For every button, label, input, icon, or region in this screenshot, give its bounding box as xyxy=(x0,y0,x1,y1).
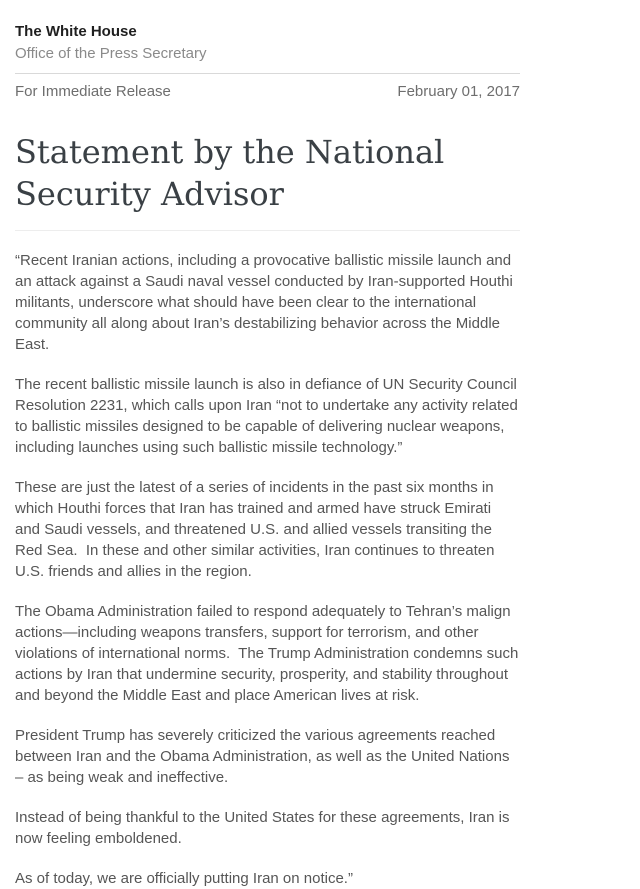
press-release-content xyxy=(15,0,523,889)
release-date: February 01, 2017 xyxy=(397,83,520,100)
release-label: For Immediate Release xyxy=(15,83,171,100)
statement-paragraph: “Recent Iranian actions, including a provocative ballistic missile launch and an attack against a Saudi naval vessel conducted by Iran-supported Houthi militants, underscore what should have been clear to the international community all along about Iran’s destabilizing behavior across the Middle East. xyxy=(15,252,517,353)
release-row xyxy=(15,83,520,100)
page-title: Statement by the National Security Advisor xyxy=(15,133,445,213)
statement-paragraph: As of today, we are officially putting Iran on notice.” xyxy=(15,870,353,887)
header-office: Office of the Press Secretary xyxy=(15,45,207,62)
statement-body xyxy=(15,250,523,889)
statement-paragraph: These are just the latest of a series of incidents in the past six months in which Houthi forces that Iran has trained and armed have struck Emirati and Saudi vessels, and threatened U.S. and allied vessels transiting the Red Sea. In these and other similar activities, Iran continues to threaten U.S. friends and allies in the region. xyxy=(15,479,499,580)
statement-paragraph: The Obama Administration failed to respond adequately to Tehran’s malign actions—including weapons transfers, support for terrorism, and other violations of international norms. The Trump Administration condemns such actions by Iran that undermine security, prosperity, and stability throughout and beyond the Middle East and place American lives at risk. xyxy=(15,603,523,704)
header-divider xyxy=(15,73,520,74)
statement-paragraph: The recent ballistic missile launch is also in defiance of UN Security Council Resolution 2231, which calls upon Iran “not to undertake any activity related to ballistic missiles designed to be capable of delivering nuclear weapons, including launches using such ballistic missile technology.” xyxy=(15,376,522,456)
statement-paragraph: President Trump has severely criticized the various agreements reached between Iran and the Obama Administration, as well as the United Nations – as being weak and ineffective. xyxy=(15,727,514,786)
statement-paragraph: Instead of being thankful to the United States for these agreements, Iran is now feeling emboldened. xyxy=(15,809,514,847)
title-divider xyxy=(15,230,520,231)
header-brand: The White House xyxy=(15,23,137,40)
